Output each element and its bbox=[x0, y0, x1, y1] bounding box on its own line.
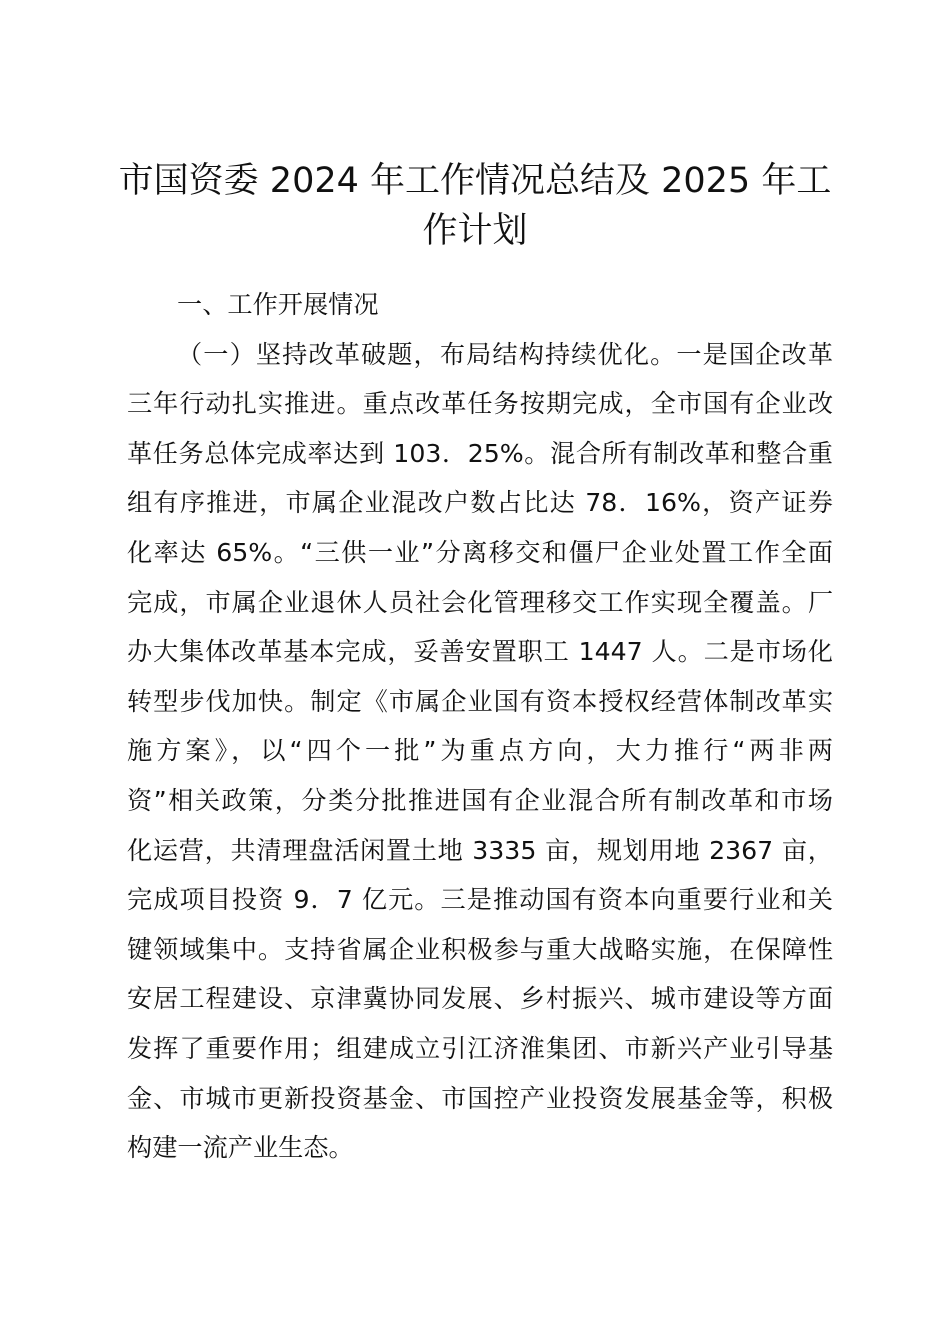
paragraph-line: 组有序推进，市属企业混改户数占比达 78．16%，资产证券 bbox=[127, 488, 833, 518]
paragraph-line: 完成，市属企业退休人员社会化管理移交工作实现全覆盖。厂 bbox=[127, 587, 833, 617]
document-body bbox=[127, 280, 833, 1173]
paragraph-line: 化运营，共清理盘活闲置土地 3335 亩，规划用地 2367 亩， bbox=[127, 835, 833, 865]
paragraph-line: 转型步伐加快。制定《市属企业国有资本授权经营体制改革实 bbox=[127, 686, 833, 716]
paragraph-line: 完成项目投资 9．7 亿元。三是推动国有资本向重要行业和关 bbox=[127, 885, 833, 915]
paragraph-line: 三年行动扎实推进。重点改革任务按期完成，全市国有企业改 bbox=[127, 389, 833, 419]
title-line: 市国资委 2024 年工作情况总结及 2025 年工 bbox=[118, 161, 832, 201]
paragraph-line: 发挥了重要作用；组建成立引江济淮集团、市新兴产业引导基 bbox=[127, 1033, 833, 1063]
paragraph-line: 键领域集中。支持省属企业积极参与重大战略实施，在保障性 bbox=[127, 934, 833, 964]
document-title bbox=[100, 156, 850, 256]
paragraph-line: 化率达 65%。“三供一业”分离移交和僵尸企业处置工作全面 bbox=[127, 537, 833, 567]
paragraph-line: 金、市城市更新投资基金、市国控产业投资发展基金等，积极 bbox=[127, 1083, 833, 1113]
title-line: 作计划 bbox=[422, 211, 528, 251]
paragraph-line: 安居工程建设、京津冀协同发展、乡村振兴、城市建设等方面 bbox=[127, 984, 833, 1014]
paragraph-line: 资”相关政策，分类分批推进国有企业混合所有制改革和市场 bbox=[127, 785, 833, 815]
section-heading: 一、工作开展情况 bbox=[177, 290, 379, 319]
paragraph-line: 革任务总体完成率达到 103．25%。混合所有制改革和整合重 bbox=[127, 438, 833, 468]
paragraph-line: 构建一流产业生态。 bbox=[127, 1133, 354, 1163]
paragraph-line: 施方案》，以“四个一批”为重点方向，大力推行“两非两 bbox=[127, 736, 833, 766]
paragraph-line: （一）坚持改革破题，布局结构持续优化。一是国企改革 bbox=[177, 339, 833, 369]
paragraph-line: 办大集体改革基本完成，妥善安置职工 1447 人。二是市场化 bbox=[127, 637, 833, 667]
